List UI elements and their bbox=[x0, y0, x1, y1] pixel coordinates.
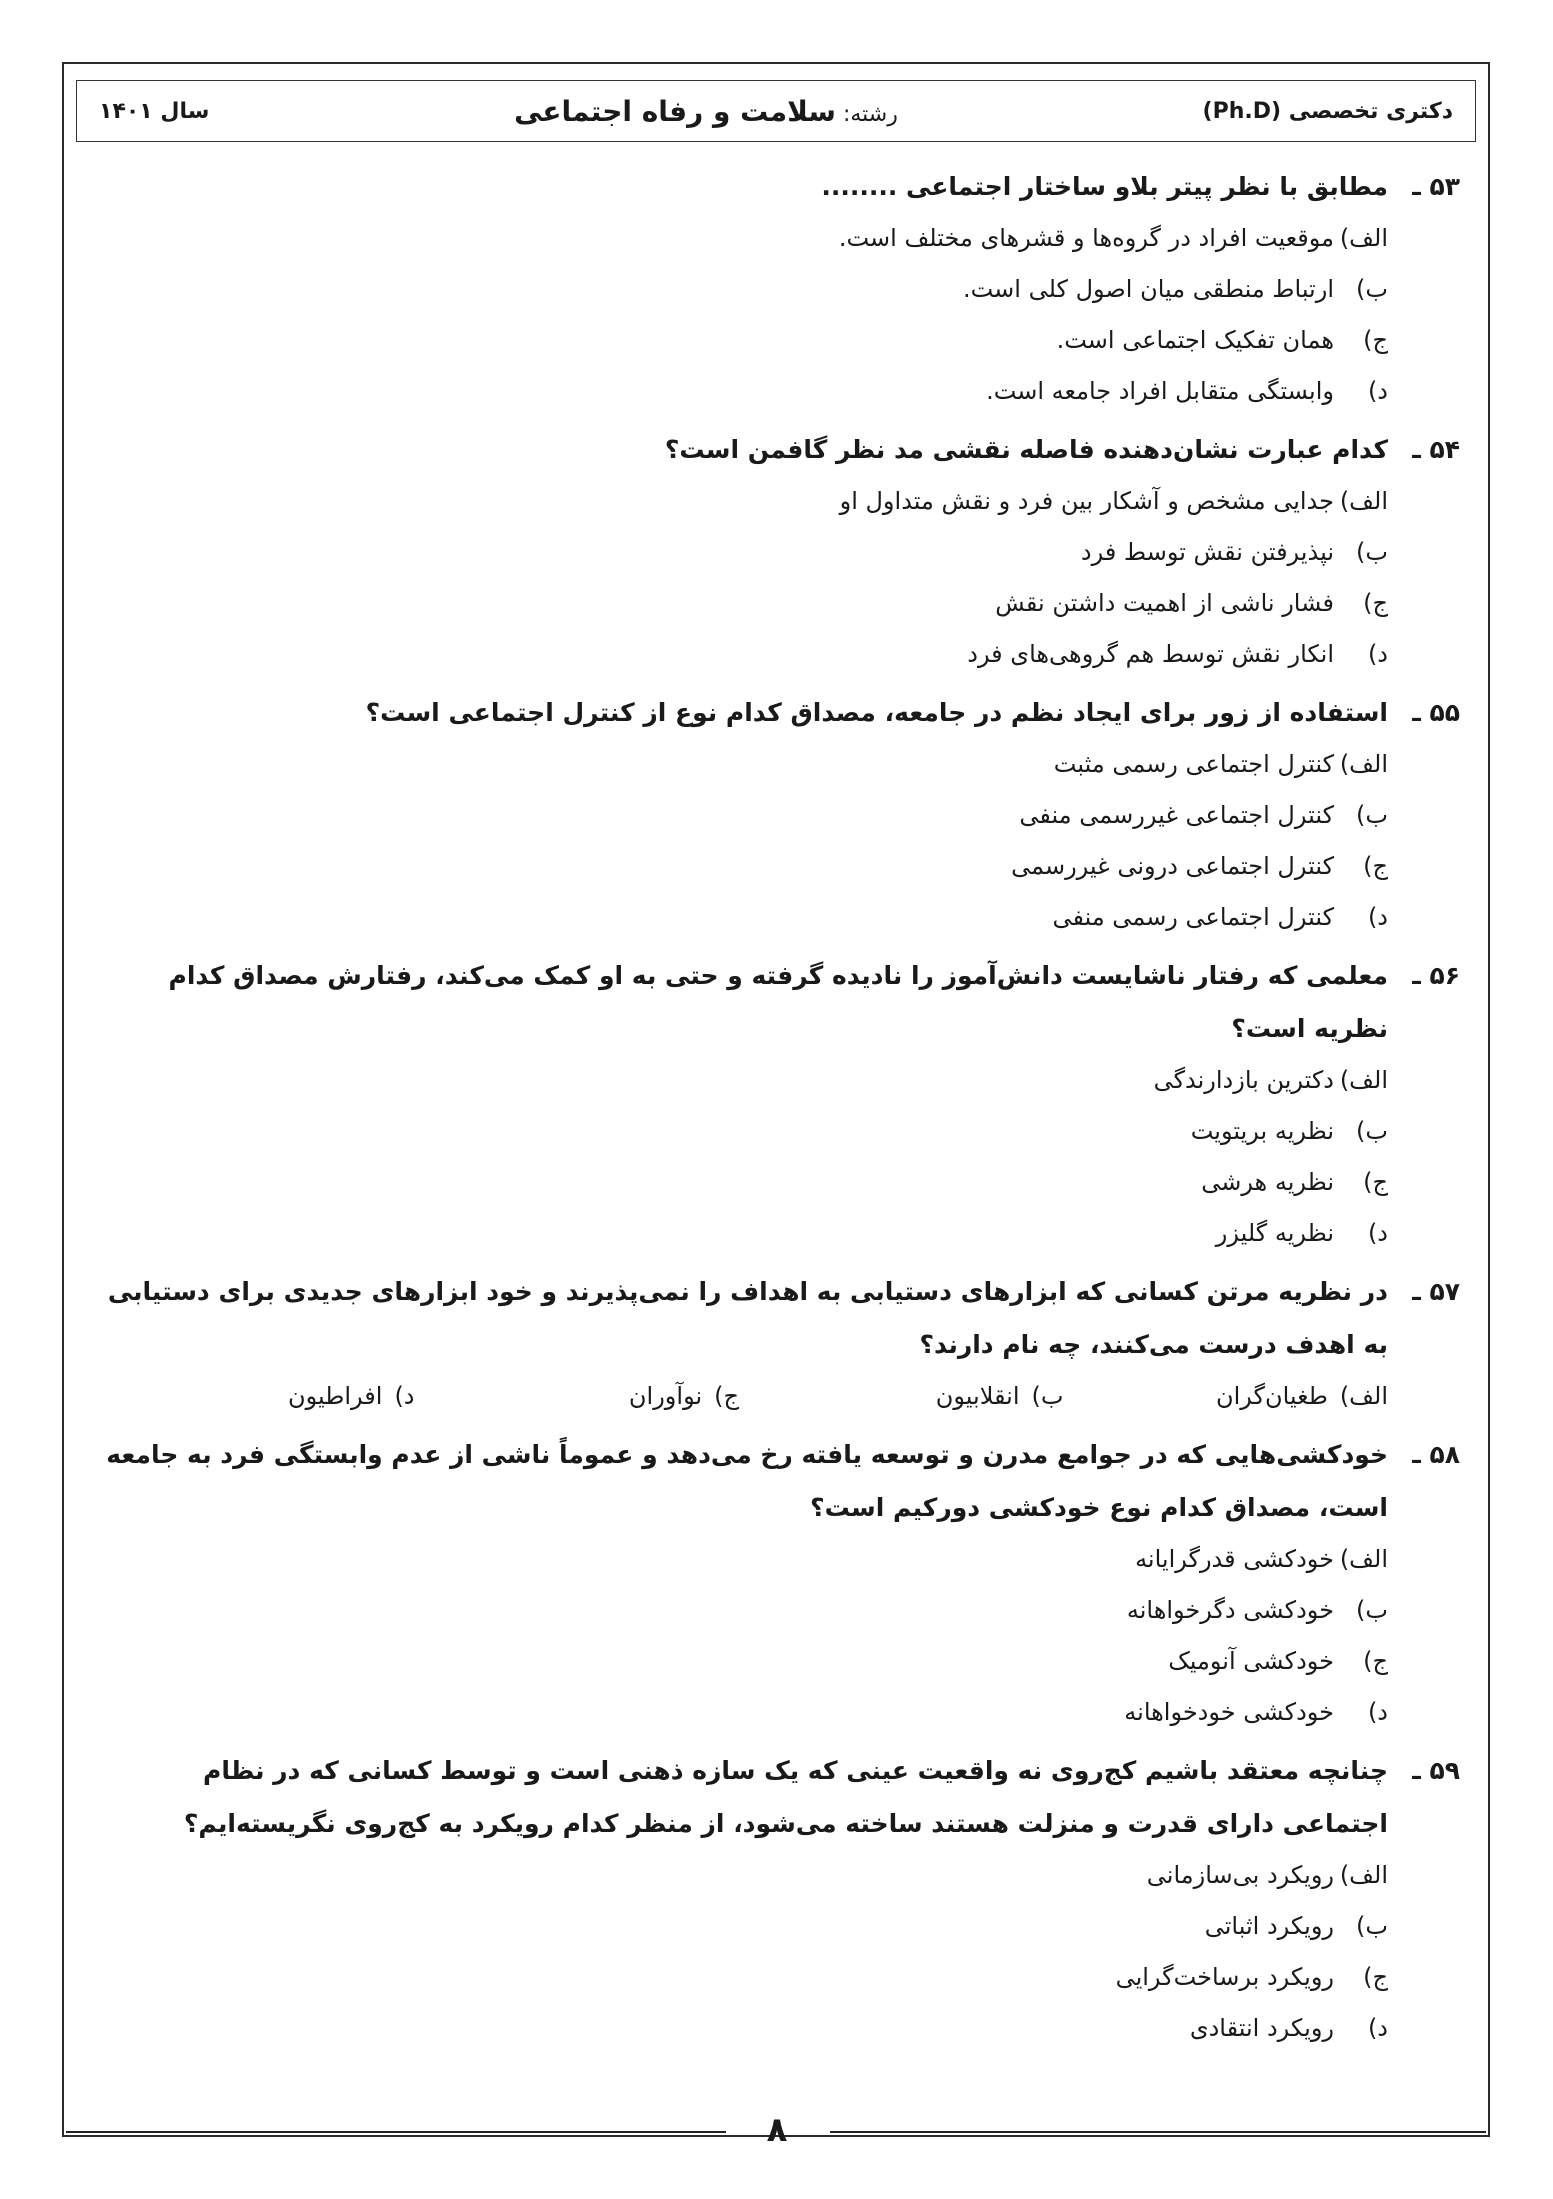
option-text: دکترین بازدارندگی bbox=[1153, 1066, 1334, 1094]
option-text: رویکرد برساخت‌گرایی bbox=[1115, 1963, 1334, 1991]
answer-option[interactable] bbox=[90, 264, 1388, 315]
option-label: ب) bbox=[1031, 1382, 1064, 1410]
question-number: ۵۴ ـ bbox=[1412, 435, 1460, 464]
answer-option[interactable] bbox=[415, 1371, 740, 1422]
option-label: د) bbox=[1367, 1698, 1388, 1726]
option-text: انقلابیون bbox=[935, 1382, 1020, 1410]
question-text: مطابق با نظر پیتر بلاو ساختار اجتماعی ........ bbox=[821, 172, 1388, 201]
answer-option[interactable] bbox=[90, 578, 1388, 629]
answer-option[interactable] bbox=[90, 527, 1388, 578]
answer-option[interactable] bbox=[90, 1055, 1388, 1106]
option-text: طغیان‌گران bbox=[1215, 1382, 1328, 1410]
option-label: ج) bbox=[1363, 1647, 1388, 1675]
option-label: الف) bbox=[1339, 1066, 1388, 1094]
option-label: د) bbox=[1367, 1219, 1388, 1247]
option-label: ج) bbox=[714, 1382, 739, 1410]
option-text: ارتباط منطقی میان اصول کلی است. bbox=[962, 275, 1334, 303]
answer-option[interactable] bbox=[90, 739, 1388, 790]
option-text: انکار نقش توسط هم گروهی‌های فرد bbox=[967, 640, 1334, 668]
option-label: ج) bbox=[1363, 1963, 1388, 1991]
option-label: ب) bbox=[1356, 1596, 1388, 1624]
answer-option[interactable] bbox=[90, 841, 1388, 892]
option-label: ج) bbox=[1363, 326, 1388, 354]
answer-option[interactable] bbox=[739, 1371, 1064, 1422]
option-label: الف) bbox=[1339, 1545, 1388, 1573]
question-item bbox=[90, 160, 1460, 417]
questions-list bbox=[90, 160, 1460, 2060]
answer-option[interactable] bbox=[1064, 1371, 1389, 1422]
answer-option[interactable] bbox=[90, 315, 1388, 366]
option-text: نوآوران bbox=[628, 1382, 703, 1410]
option-text: خودکشی آنومیک bbox=[1168, 1647, 1334, 1675]
question-number: ۵۸ ـ bbox=[1412, 1440, 1460, 1469]
question-stem bbox=[90, 160, 1460, 213]
question-stem bbox=[90, 1744, 1460, 1850]
option-label: الف) bbox=[1339, 224, 1388, 252]
footer-divider-right bbox=[830, 2131, 1486, 2133]
option-text: نپذیرفتن نقش توسط فرد bbox=[1080, 538, 1334, 566]
options-list bbox=[90, 1055, 1460, 1259]
option-text: رویکرد بی‌سازمانی bbox=[1146, 1861, 1334, 1889]
question-number: ۵۵ ـ bbox=[1412, 698, 1460, 727]
option-text: همان تفکیک اجتماعی است. bbox=[1056, 326, 1334, 354]
option-label: د) bbox=[1367, 2014, 1388, 2042]
question-item bbox=[90, 1265, 1460, 1422]
option-text: رویکرد اثباتی bbox=[1204, 1912, 1334, 1940]
option-label: الف) bbox=[1339, 1382, 1388, 1410]
option-label: الف) bbox=[1339, 1861, 1388, 1889]
answer-option[interactable] bbox=[90, 366, 1388, 417]
answer-option[interactable] bbox=[90, 1106, 1388, 1157]
answer-option[interactable] bbox=[90, 1850, 1388, 1901]
option-text: کنترل اجتماعی غیررسمی منفی bbox=[1019, 801, 1334, 829]
options-list bbox=[90, 213, 1460, 417]
question-text: استفاده از زور برای ایجاد نظم در جامعه، مصداق کدام نوع از کنترل اجتماعی است؟ bbox=[365, 698, 1388, 727]
question-number: ۵۶ ـ bbox=[1412, 961, 1460, 990]
answer-option[interactable] bbox=[90, 1534, 1388, 1585]
question-item bbox=[90, 686, 1460, 943]
question-stem bbox=[90, 1428, 1460, 1534]
answer-option[interactable] bbox=[90, 790, 1388, 841]
option-text: نظریه گلیزر bbox=[1215, 1219, 1334, 1247]
option-label: الف) bbox=[1339, 750, 1388, 778]
option-text: موقعیت افراد در گروه‌ها و قشرهای مختلف است. bbox=[838, 224, 1334, 252]
question-item bbox=[90, 423, 1460, 680]
question-stem bbox=[90, 686, 1460, 739]
question-text: معلمی که رفتار ناشایست دانش‌آموز را نادیده گرفته و حتی به او کمک می‌کند، رفتارش مصداق کدام نظریه است؟ bbox=[168, 961, 1388, 1043]
question-number: ۵۹ ـ bbox=[1412, 1756, 1460, 1785]
footer-divider-left bbox=[66, 2131, 726, 2133]
answer-option[interactable] bbox=[90, 1636, 1388, 1687]
answer-option[interactable] bbox=[90, 892, 1388, 943]
answer-option[interactable] bbox=[90, 476, 1388, 527]
option-label: د) bbox=[1367, 640, 1388, 668]
option-text: فشار ناشی از اهمیت داشتن نقش bbox=[995, 589, 1334, 617]
field-name: سلامت و رفاه اجتماعی bbox=[514, 94, 836, 128]
options-list bbox=[90, 739, 1460, 943]
answer-option[interactable] bbox=[90, 1585, 1388, 1636]
option-label: ب) bbox=[1356, 801, 1388, 829]
option-label: د) bbox=[394, 1382, 415, 1410]
option-text: رویکرد انتقادی bbox=[1189, 2014, 1334, 2042]
question-stem bbox=[90, 949, 1460, 1055]
options-list bbox=[90, 1534, 1460, 1738]
option-text: خودکشی خودخواهانه bbox=[1124, 1698, 1334, 1726]
options-list bbox=[90, 1850, 1460, 2054]
option-label: ب) bbox=[1356, 538, 1388, 566]
question-item bbox=[90, 949, 1460, 1259]
answer-option[interactable] bbox=[90, 1371, 415, 1422]
answer-option[interactable] bbox=[90, 1952, 1388, 2003]
option-text: کنترل اجتماعی درونی غیررسمی bbox=[1011, 852, 1334, 880]
option-label: د) bbox=[1367, 377, 1388, 405]
answer-option[interactable] bbox=[90, 1208, 1388, 1259]
option-label: ج) bbox=[1363, 1168, 1388, 1196]
option-text: کنترل اجتماعی رسمی مثبت bbox=[1053, 750, 1334, 778]
question-text: چنانچه معتقد باشیم کج‌روی نه واقعیت عینی که یک سازه ذهنی است و توسط کسانی که در نظام اجتماعی دارای قدرت و منزلت هستند ساخته می‌شود، از منظر کدام رویکرد به کج‌روی نگریسته‌ایم؟ bbox=[183, 1756, 1388, 1838]
answer-option[interactable] bbox=[90, 629, 1388, 680]
option-label: ب) bbox=[1356, 1912, 1388, 1940]
degree-label: دکتری تخصصی (Ph.D) bbox=[1202, 98, 1453, 124]
option-label: الف) bbox=[1339, 487, 1388, 515]
option-text: کنترل اجتماعی رسمی منفی bbox=[1052, 903, 1334, 931]
option-text: نظریه بریتویت bbox=[1190, 1117, 1334, 1145]
question-text: کدام عبارت نشان‌دهنده فاصله نقشی مد نظر گافمن است؟ bbox=[664, 435, 1388, 464]
question-stem bbox=[90, 423, 1460, 476]
option-label: ج) bbox=[1363, 589, 1388, 617]
question-item bbox=[90, 1744, 1460, 2054]
option-text: وابستگی متقابل افراد جامعه است. bbox=[986, 377, 1334, 405]
option-text: خودکشی دگرخواهانه bbox=[1126, 1596, 1334, 1624]
option-label: د) bbox=[1367, 903, 1388, 931]
answer-option[interactable] bbox=[90, 1901, 1388, 1952]
question-item bbox=[90, 1428, 1460, 1738]
field-title bbox=[514, 95, 898, 128]
question-text: خودکشی‌هایی که در جوامع مدرن و توسعه یافته رخ می‌دهد و عموماً ناشی از عدم وابستگی فرد به جامعه است، مصداق کدام نوع خودکشی دورکیم است؟ bbox=[106, 1440, 1388, 1522]
answer-option[interactable] bbox=[90, 1157, 1388, 1208]
options-list bbox=[90, 1371, 1460, 1422]
options-row bbox=[90, 1371, 1388, 1422]
option-label: ب) bbox=[1356, 275, 1388, 303]
answer-option[interactable] bbox=[90, 1687, 1388, 1738]
option-text: جدایی مشخص و آشکار بین فرد و نقش متداول او bbox=[839, 487, 1334, 515]
page-header bbox=[76, 80, 1476, 142]
option-text: افراطیون bbox=[288, 1382, 383, 1410]
answer-option[interactable] bbox=[90, 213, 1388, 264]
exam-year: سال ۱۴۰۱ bbox=[99, 98, 210, 124]
page-number: ۸ bbox=[766, 2110, 788, 2150]
answer-option[interactable] bbox=[90, 2003, 1388, 2054]
option-label: ج) bbox=[1363, 852, 1388, 880]
question-text: در نظریه مرتن کسانی که ابزارهای دستیابی به اهداف را نمی‌پذیرند و خود ابزارهای جدیدی برای دستیابی به اهدف درست می‌کنند، چه نام دارند؟ bbox=[107, 1277, 1388, 1359]
option-text: نظریه هرشی bbox=[1201, 1168, 1334, 1196]
option-text: خودکشی قدرگرایانه bbox=[1135, 1545, 1334, 1573]
question-number: ۵۷ ـ bbox=[1412, 1277, 1460, 1306]
question-stem bbox=[90, 1265, 1460, 1371]
option-label: ب) bbox=[1356, 1117, 1388, 1145]
question-number: ۵۳ ـ bbox=[1412, 172, 1460, 201]
field-label: رشته: bbox=[842, 101, 898, 127]
options-list bbox=[90, 476, 1460, 680]
